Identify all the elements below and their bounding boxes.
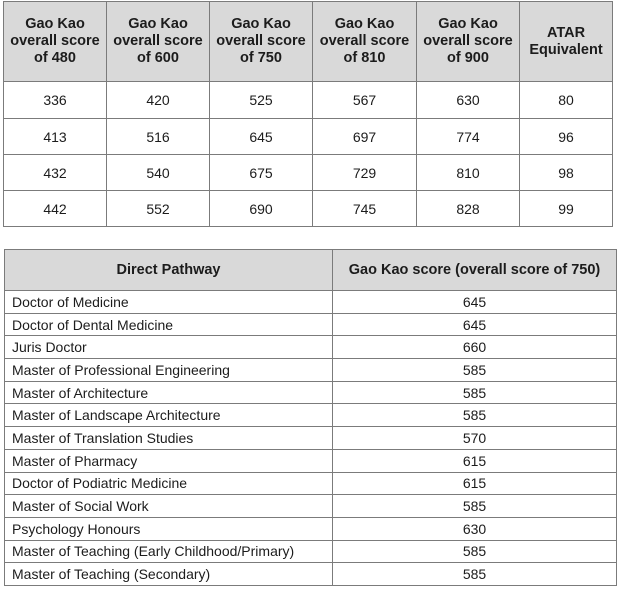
table-row — [5, 313, 617, 336]
table-cell: 810 — [417, 155, 520, 191]
table-cell: 540 — [107, 155, 210, 191]
header-atar-equivalent: ATAR Equivalent — [520, 2, 613, 82]
pathway-name: Juris Doctor — [5, 336, 333, 359]
header-score-810: Gao Kao overall score of 810 — [313, 2, 417, 82]
table-cell: 745 — [313, 191, 417, 227]
pathway-score: 585 — [333, 540, 617, 563]
table-cell: 567 — [313, 82, 417, 119]
table-row — [5, 381, 617, 404]
table-cell: 630 — [417, 82, 520, 119]
table-cell: 552 — [107, 191, 210, 227]
header-score-600: Gao Kao overall score of 600 — [107, 2, 210, 82]
pathway-name: Master of Landscape Architecture — [5, 404, 333, 427]
pathway-score: 645 — [333, 291, 617, 314]
header-score-480: Gao Kao overall score of 480 — [4, 2, 107, 82]
table-cell: 336 — [4, 82, 107, 119]
direct-pathway-table — [4, 249, 617, 586]
table-cell: 525 — [210, 82, 313, 119]
pathway-score: 585 — [333, 563, 617, 586]
table-cell: 828 — [417, 191, 520, 227]
table-row — [4, 119, 613, 155]
pathway-name: Master of Teaching (Early Childhood/Primary) — [5, 540, 333, 563]
pathway-score: 585 — [333, 404, 617, 427]
table-cell: 413 — [4, 119, 107, 155]
pathway-score: 615 — [333, 472, 617, 495]
table-row — [5, 427, 617, 450]
pathway-name: Doctor of Dental Medicine — [5, 313, 333, 336]
pathway-name: Master of Architecture — [5, 381, 333, 404]
pathway-score: 570 — [333, 427, 617, 450]
table-cell: 675 — [210, 155, 313, 191]
table-cell: 80 — [520, 82, 613, 119]
table-row — [4, 82, 613, 119]
table-row — [5, 563, 617, 586]
table-cell: 516 — [107, 119, 210, 155]
header-direct-pathway: Direct Pathway — [5, 250, 333, 291]
header-score-900: Gao Kao overall score of 900 — [417, 2, 520, 82]
pathway-name: Master of Teaching (Secondary) — [5, 563, 333, 586]
table-row — [5, 449, 617, 472]
table-cell: 774 — [417, 119, 520, 155]
table-row — [5, 336, 617, 359]
table-row — [4, 191, 613, 227]
table-cell: 96 — [520, 119, 613, 155]
pathway-score: 585 — [333, 359, 617, 382]
gaokao-atar-conversion-table — [3, 1, 613, 227]
pathway-name: Master of Translation Studies — [5, 427, 333, 450]
table-cell: 420 — [107, 82, 210, 119]
pathway-header-row — [5, 250, 617, 291]
table-cell: 98 — [520, 155, 613, 191]
table-row — [5, 495, 617, 518]
pathway-name: Master of Social Work — [5, 495, 333, 518]
pathway-score: 585 — [333, 495, 617, 518]
table-row — [5, 404, 617, 427]
table-row — [4, 155, 613, 191]
table-row — [5, 472, 617, 495]
pathway-score: 645 — [333, 313, 617, 336]
table-row — [5, 540, 617, 563]
pathway-name: Doctor of Medicine — [5, 291, 333, 314]
table-cell: 690 — [210, 191, 313, 227]
pathway-score: 585 — [333, 381, 617, 404]
table-cell: 99 — [520, 191, 613, 227]
table-cell: 729 — [313, 155, 417, 191]
header-gaokao-score: Gao Kao score (overall score of 750) — [333, 250, 617, 291]
table-cell: 432 — [4, 155, 107, 191]
pathway-name: Psychology Honours — [5, 517, 333, 540]
pathway-name: Doctor of Podiatric Medicine — [5, 472, 333, 495]
table-row — [5, 517, 617, 540]
pathway-score: 615 — [333, 449, 617, 472]
pathway-name: Master of Pharmacy — [5, 449, 333, 472]
table-cell: 645 — [210, 119, 313, 155]
table-row — [5, 359, 617, 382]
pathway-score: 630 — [333, 517, 617, 540]
pathway-name: Master of Professional Engineering — [5, 359, 333, 382]
table-row — [5, 291, 617, 314]
table-cell: 442 — [4, 191, 107, 227]
pathway-score: 660 — [333, 336, 617, 359]
header-score-750: Gao Kao overall score of 750 — [210, 2, 313, 82]
conversion-header-row — [4, 2, 613, 82]
table-cell: 697 — [313, 119, 417, 155]
